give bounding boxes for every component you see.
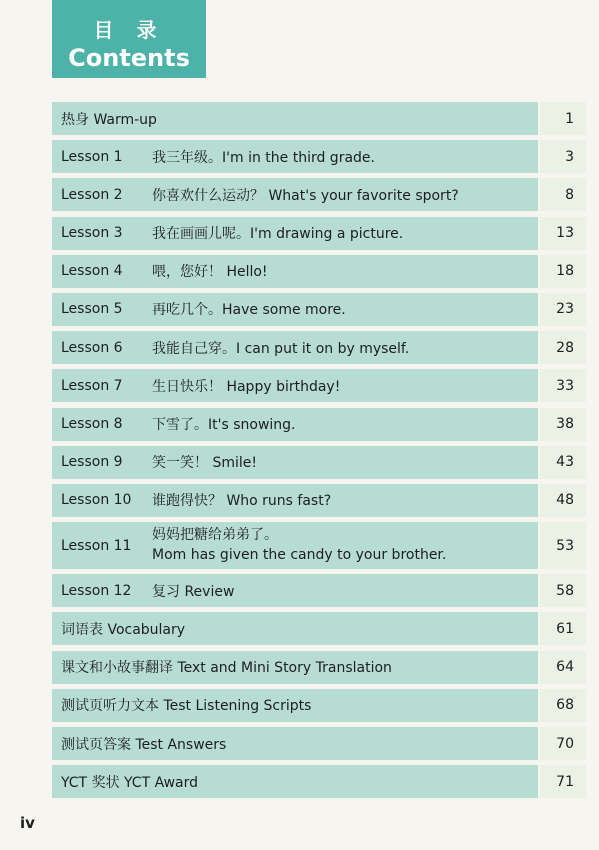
toc-row-translation[interactable] [52,651,586,684]
lesson-label: Lesson 1 [61,148,123,165]
toc-page-number: 71 [556,773,574,790]
toc-title: 课文和小故事翻译 Text and Mini Story Translation [61,660,392,677]
toc-title: 测试页答案 Test Answers [61,736,227,753]
toc-page-number: 64 [556,659,574,676]
toc-page-number: 8 [565,186,574,203]
lesson-title: 你喜欢什么运动？ What's your favorite sport? [152,187,459,204]
lesson-label: Lesson 2 [61,186,123,203]
lesson-label: Lesson 8 [61,416,123,432]
lesson-label: Lesson 12 [61,582,132,599]
toc-page-number: 3 [565,148,574,165]
table-of-contents [52,102,586,803]
toc-row-lesson-1[interactable] [52,140,586,173]
toc-page-number: 23 [556,301,574,318]
lesson-title: 我三年级。I'm in the third grade. [152,149,375,166]
toc-row-lesson-7[interactable] [52,369,586,402]
toc-row-lesson-8[interactable] [52,408,586,441]
toc-row-warmup[interactable] [52,102,586,135]
toc-page-number: 18 [556,263,574,280]
toc-page-number: 1 [565,110,574,127]
toc-title: 热身 Warm-up [61,111,157,128]
toc-title: 词语表 Vocabulary [61,621,186,638]
toc-page-number: 33 [556,377,574,394]
toc-page-number: 38 [556,416,574,432]
lesson-title: 复习 Review [152,583,235,600]
toc-title: YCT 奖状 YCT Award [61,774,199,791]
toc-row-lesson-9[interactable] [52,446,586,479]
toc-row-lesson-6[interactable] [52,331,586,364]
toc-page-number: 58 [556,582,574,599]
lesson-title: 再吃几个。Have some more. [152,302,346,319]
toc-page-number: 48 [556,492,574,509]
toc-row-yct-award[interactable] [52,765,586,798]
toc-row-lesson-10[interactable] [52,484,586,517]
toc-page-number: 28 [556,339,574,356]
toc-page-number: 61 [556,620,574,637]
lesson-title: 喂，您好！ Hello! [152,264,268,281]
toc-row-vocabulary[interactable] [52,612,586,645]
toc-page-number: 70 [556,735,574,752]
page-number-footer: iv [20,814,35,832]
lesson-label: Lesson 10 [61,492,132,509]
lesson-title: 我能自己穿。I can put it on by myself. [152,340,410,357]
lesson-label: Lesson 6 [61,339,123,356]
toc-row-listening-scripts[interactable] [52,689,586,722]
lesson-label: Lesson 11 [61,537,132,554]
contents-title-en: Contents [68,44,190,72]
toc-page-number: 13 [556,225,574,242]
contents-title-cn: 目 录 [93,18,165,42]
toc-row-lesson-12[interactable] [52,574,586,607]
lesson-title-line-2: Mom has given the candy to your brother. [152,547,447,564]
lesson-title: 生日快乐！ Happy birthday! [152,378,341,395]
toc-page-number: 68 [556,697,574,714]
lesson-title [152,525,446,565]
lesson-title: 笑一笑！ Smile! [152,455,257,472]
lesson-title-line-1: 妈妈把糖给弟弟了。 [152,527,278,544]
lesson-label: Lesson 5 [61,301,123,318]
toc-title: 测试页听力文本 Test Listening Scripts [61,698,312,715]
lesson-title: 谁跑得快？ Who runs fast? [152,493,332,510]
toc-row-lesson-4[interactable] [52,255,586,288]
toc-page-number: 53 [556,537,574,554]
toc-row-test-answers[interactable] [52,727,586,760]
lesson-title: 我在画画儿呢。I'm drawing a picture. [152,226,404,243]
lesson-label: Lesson 7 [61,377,123,394]
lesson-label: Lesson 9 [61,454,123,471]
lesson-label: Lesson 3 [61,225,123,242]
contents-header [52,0,206,78]
lesson-title: 下雪了。It's snowing. [152,417,296,433]
toc-page-number: 43 [556,454,574,471]
toc-row-lesson-2[interactable] [52,178,586,211]
toc-row-lesson-5[interactable] [52,293,586,326]
lesson-label: Lesson 4 [61,263,123,280]
toc-row-lesson-3[interactable] [52,217,586,250]
toc-row-lesson-11[interactable] [52,522,586,569]
